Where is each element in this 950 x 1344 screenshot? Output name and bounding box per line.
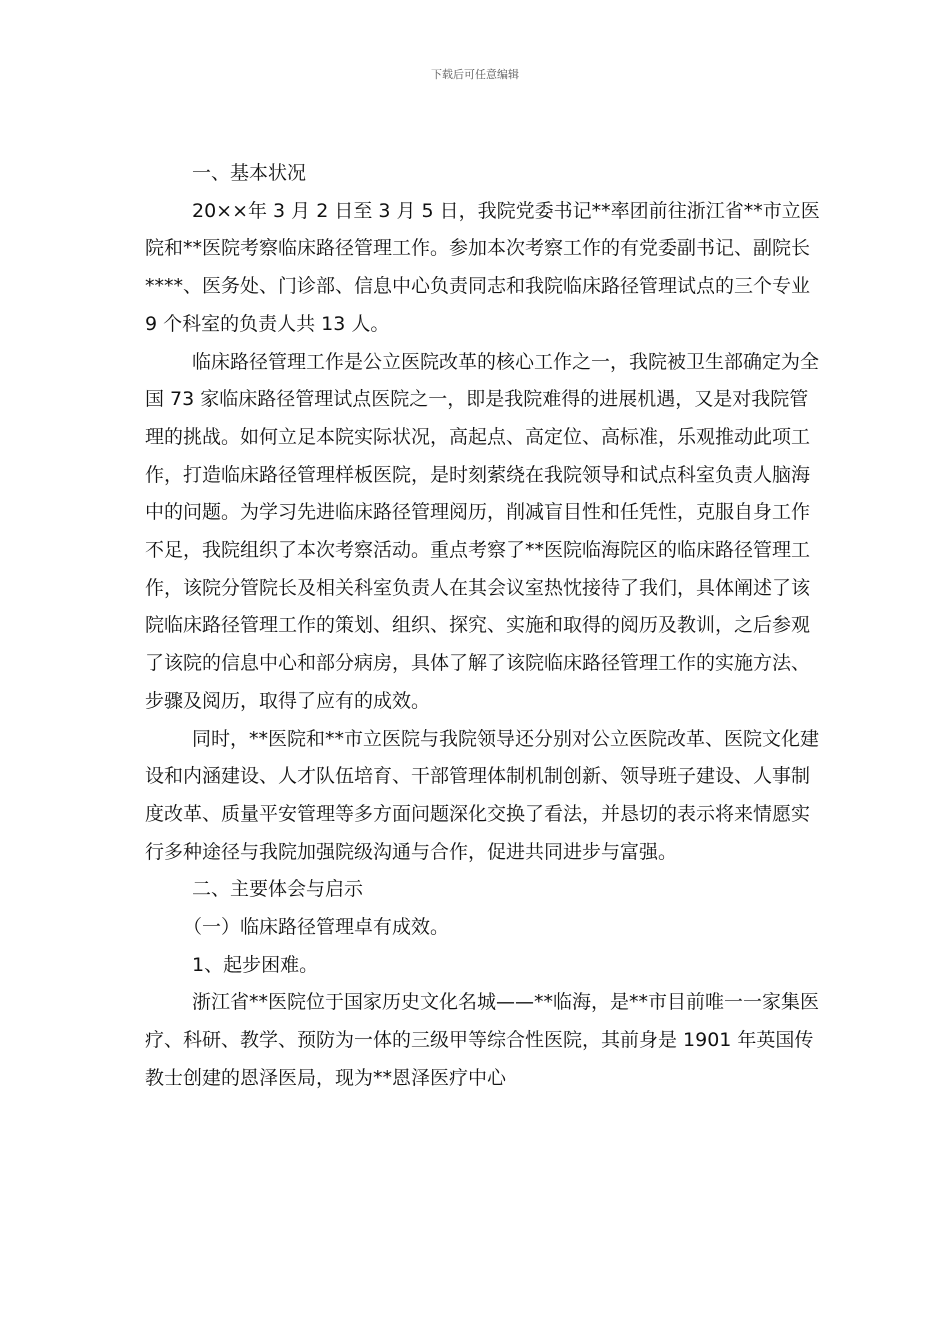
paragraph-exchange: 同时，**医院和**市立医院与我院领导还分别对公立医院改革、医院文化建设和内涵建设、人才队伍培育、干部管理体制机制创新、领导班子建设、人事制度改革、质量平安管理等多方面问题深化交换了看法，并恳切的表示将来情愿实行多种途径与我院加强院级沟通与合作，促进共同进步与富强。 <box>145 727 820 863</box>
section-heading-basic: 一、基本状况 <box>192 162 307 184</box>
paragraph-visit-summary: 20××年 3 月 2 日至 3 月 5 日，我院党委书记**率团前往浙江省**市立医院和**医院考察临床路径管理工作。参加本次考察工作的有党委副书记、副院长****、医务处、门诊部、信息中心负责同志和我院临床路径管理试点的三个专业 9 个科室的负责人共 13 人。 <box>145 199 820 335</box>
document-body <box>145 155 825 1098</box>
item-heading-start: 1、起步困难。 <box>192 953 319 976</box>
paragraph-pathway-reform: 临床路径管理工作是公立医院改革的核心工作之一，我院被卫生部确定为全国 73 家临床路径管理试点医院之一，即是我院难得的进展机遇，又是对我院管理的挑战。如何立足本院实际状况，高起点、高定位、高标准，乐观推动此项工作，打造临床路径管理样板医院，是时刻萦绕在我院领导和试点科室负责人脑海中的问题。为学习先进临床路径管理阅历，削减盲目性和任凭性，克服自身工作不足，我院组织了本次考察活动。重点考察了**医院临海院区的临床路径管理工作，该院分管院长及相关科室负责人在其会议室热忱接待了我们，具体阐述了该院临床路径管理工作的策划、组织、探究、实施和取得的阅历及教训，之后参观了该院的信息中心和部分病房，具体了解了该院临床路径管理工作的实施方法、步骤及阅历，取得了应有的成效。 <box>145 350 820 712</box>
page-header: 下载后可任意编辑 <box>431 68 519 81</box>
section-heading-insights: 二、主要体会与启示 <box>192 878 364 901</box>
paragraph-hospital-intro: 浙江省**医院位于国家历史文化名城——**临海，是**市目前唯一一家集医疗、科研、教学、预防为一体的三级甲等综合性医院，其前身是 1901 年英国传教士创建的恩泽医局，现为**恩泽医疗中心 <box>145 991 820 1089</box>
subsection-heading-1: （一）临床路径管理卓有成效。 <box>183 916 450 939</box>
